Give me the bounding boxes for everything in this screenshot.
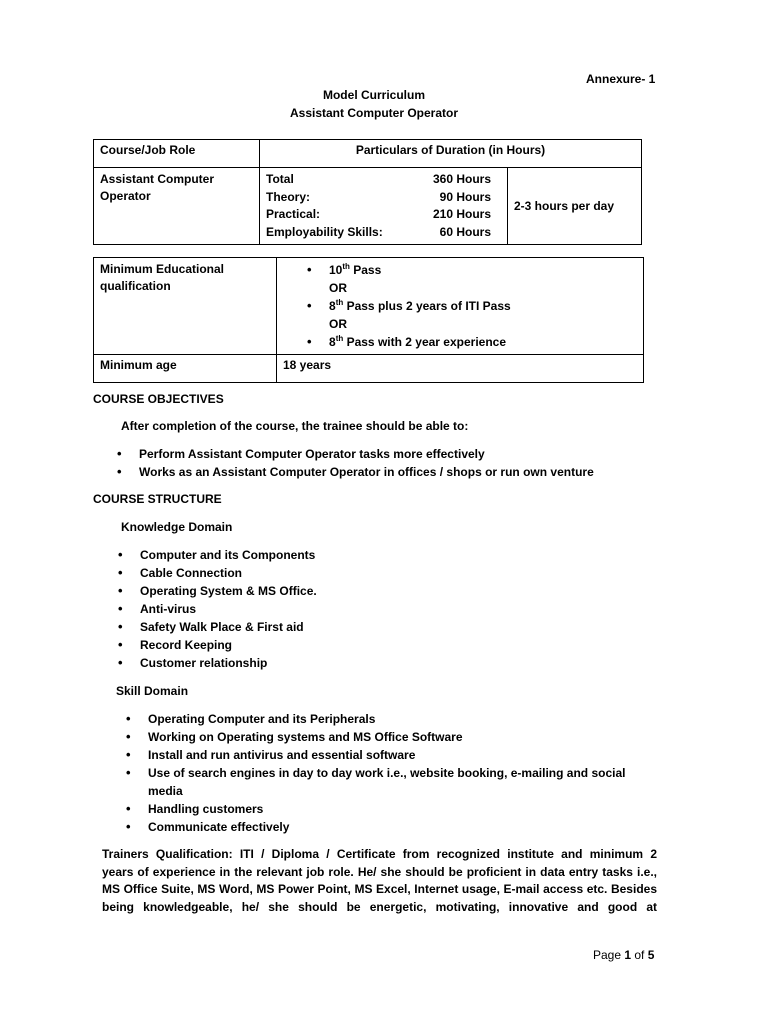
skill-item: • Operating Computer and its Peripherals	[148, 710, 648, 728]
course-role-line1: Assistant Computer	[100, 172, 215, 186]
qualification-option: • 8th Pass with 2 year experience	[329, 333, 637, 351]
knowledge-item: • Anti-virus	[140, 600, 317, 618]
course-role-header: Course/Job Role	[94, 140, 260, 168]
duration-row: Theory: 90 Hours	[266, 189, 491, 204]
knowledge-domain-heading: Knowledge Domain	[121, 520, 233, 534]
knowledge-item: • Computer and its Components	[140, 546, 317, 564]
page-number: Page 1 of 5	[593, 948, 655, 962]
knowledge-item: • Cable Connection	[140, 564, 317, 582]
objectives-intro: After completion of the course, the trainee should be able to:	[121, 419, 469, 433]
duration-table	[93, 139, 642, 245]
per-day-cell: 2-3 hours per day	[508, 168, 642, 245]
minimum-age-label: Minimum age	[94, 355, 277, 383]
knowledge-item: • Record Keeping	[140, 636, 317, 654]
trainers-qualification-label: Trainers Qualification:	[102, 847, 233, 861]
skill-item-continuation: media	[148, 784, 183, 798]
minimum-age-value: 18 years	[277, 355, 644, 383]
trainers-qualification	[102, 846, 657, 916]
course-objectives-heading: COURSE OBJECTIVES	[93, 392, 224, 406]
skill-item: • Communicate effectively	[148, 818, 648, 836]
course-role-line2: Operator	[100, 189, 151, 203]
duration-row: Employability Skills: 60 Hours	[266, 224, 491, 239]
skill-item: • Install and run antivirus and essential software	[148, 746, 648, 764]
duration-list	[260, 168, 508, 245]
duration-header: Particulars of Duration (in Hours)	[260, 140, 642, 168]
document-title: Model Curriculum	[322, 88, 425, 102]
objectives-list	[139, 445, 594, 481]
skill-item: • Handling customers	[148, 800, 648, 818]
knowledge-item: • Safety Walk Place & First aid	[140, 618, 317, 636]
or-separator: OR	[329, 317, 347, 331]
knowledge-item: • Customer relationship	[140, 654, 317, 672]
trainers-line4: being knowledgeable, he/ she should be energetic, motivating, innovative and good at	[102, 899, 657, 914]
skill-item: • Working on Operating systems and MS Office Software	[148, 728, 648, 746]
trainers-line2: years of experience in the relevant job role. He/ she should be proficient in data entry tasks i.e.,	[102, 864, 657, 879]
qualification-option: • 10th Pass	[329, 261, 637, 279]
annexure-label: Annexure- 1	[586, 72, 656, 86]
skill-domain-heading: Skill Domain	[116, 684, 189, 698]
qualification-options	[277, 258, 644, 355]
knowledge-list	[140, 546, 317, 672]
skill-item: • Use of search engines in day to day work i.e., website booking, e-mailing and social media	[148, 764, 648, 800]
qualification-label-line2: qualification	[100, 279, 171, 293]
trainers-line1: ITI / Diploma / Certificate from recognized institute and minimum 2	[232, 847, 657, 861]
course-role-cell	[94, 168, 260, 245]
document-subtitle: Assistant Computer Operator	[289, 106, 459, 120]
skill-list	[148, 710, 648, 836]
objective-item: • Perform Assistant Computer Operator tasks more effectively	[139, 445, 594, 463]
or-separator: OR	[329, 281, 347, 295]
qualification-label-line1: Minimum Educational	[100, 262, 225, 276]
course-structure-heading: COURSE STRUCTURE	[93, 492, 222, 506]
qualification-option: • 8th Pass plus 2 years of ITI Pass	[329, 297, 637, 315]
knowledge-item: • Operating System & MS Office.	[140, 582, 317, 600]
trainers-line3: MS Office Suite, MS Word, MS Power Point, MS Excel, Internet usage, E-mail access etc. Besides	[102, 882, 657, 896]
duration-row: Practical: 210 Hours	[266, 207, 491, 221]
objective-item: • Works as an Assistant Computer Operator in offices / shops or run own venture	[139, 463, 594, 481]
qualification-label-cell	[94, 258, 277, 355]
qualification-table	[93, 257, 644, 383]
duration-row: Total 360 Hours	[266, 172, 491, 186]
